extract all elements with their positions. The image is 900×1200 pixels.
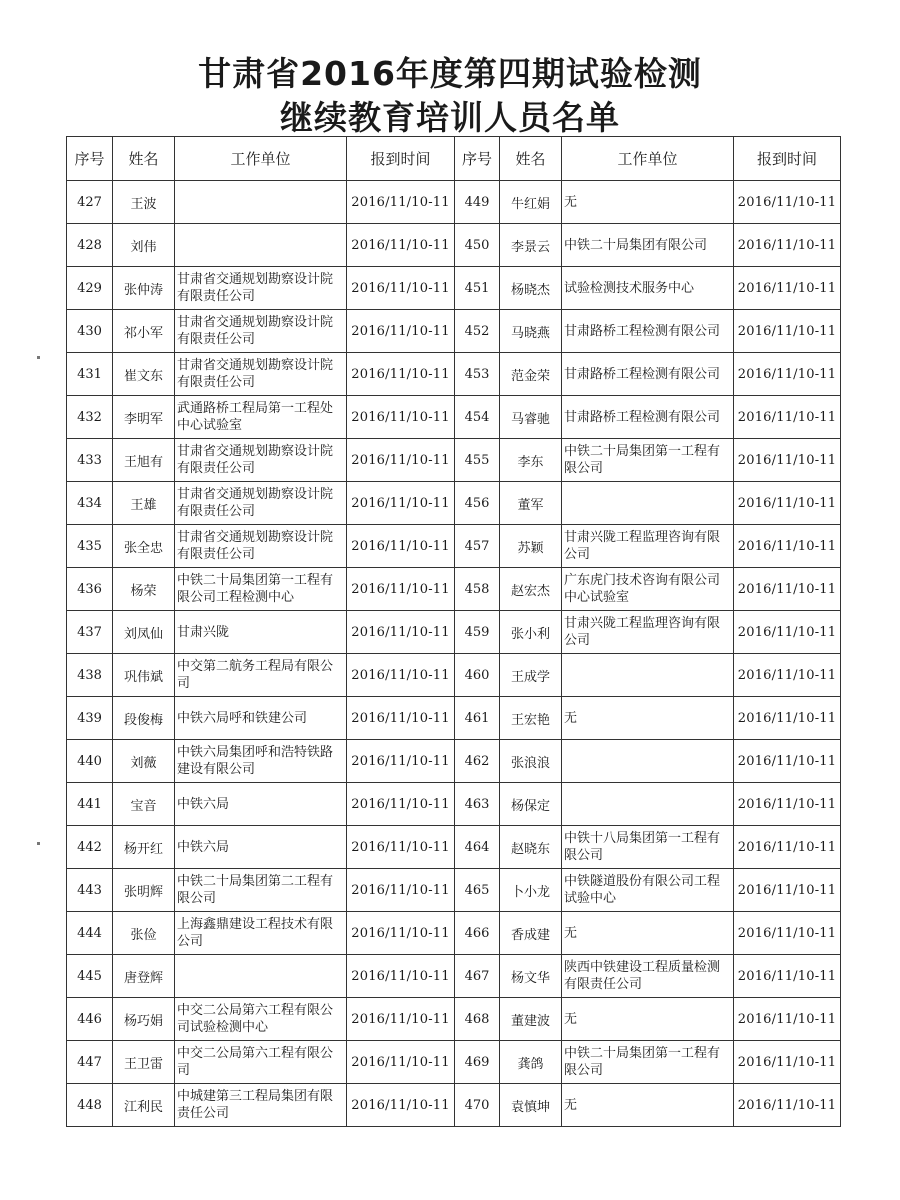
report-date-right: 2016/11/10-11	[734, 482, 841, 525]
report-date-left: 2016/11/10-11	[347, 998, 455, 1041]
table-row	[67, 912, 841, 955]
person-name-left: 张明辉	[113, 869, 175, 912]
serial-number-right: 453	[455, 353, 500, 396]
person-name-left: 王雄	[113, 482, 175, 525]
serial-number-left: 428	[67, 224, 113, 267]
report-date-left: 2016/11/10-11	[347, 869, 455, 912]
work-unit-left: 中交二公局第六工程有限公司试验检测中心	[175, 998, 347, 1041]
work-unit-left: 甘肃省交通规划勘察设计院有限责任公司	[175, 353, 347, 396]
report-date-left: 2016/11/10-11	[347, 912, 455, 955]
person-name-left: 王卫雷	[113, 1041, 175, 1084]
serial-number-right: 459	[455, 611, 500, 654]
serial-number-right: 469	[455, 1041, 500, 1084]
table-row	[67, 826, 841, 869]
serial-number-right: 456	[455, 482, 500, 525]
table-row	[67, 181, 841, 224]
serial-number-left: 446	[67, 998, 113, 1041]
person-name-right: 杨保定	[500, 783, 562, 826]
report-date-left: 2016/11/10-11	[347, 267, 455, 310]
work-unit-right: 无	[562, 912, 734, 955]
work-unit-left: 甘肃省交通规划勘察设计院有限责任公司	[175, 482, 347, 525]
person-name-right: 赵宏杰	[500, 568, 562, 611]
serial-number-left: 430	[67, 310, 113, 353]
report-date-left: 2016/11/10-11	[347, 525, 455, 568]
table-row	[67, 697, 841, 740]
person-name-right: 杨晓杰	[500, 267, 562, 310]
work-unit-right: 试验检测技术服务中心	[562, 267, 734, 310]
serial-number-right: 454	[455, 396, 500, 439]
work-unit-right: 中铁十八局集团第一工程有限公司	[562, 826, 734, 869]
serial-number-left: 438	[67, 654, 113, 697]
work-unit-left: 中城建第三工程局集团有限责任公司	[175, 1084, 347, 1127]
serial-number-left: 443	[67, 869, 113, 912]
header-no-right: 序号	[455, 137, 500, 181]
work-unit-left: 中交第二航务工程局有限公司	[175, 654, 347, 697]
serial-number-right: 452	[455, 310, 500, 353]
header-row	[67, 137, 841, 181]
person-name-left: 杨荣	[113, 568, 175, 611]
report-date-left: 2016/11/10-11	[347, 224, 455, 267]
scan-speck	[37, 356, 40, 359]
report-date-left: 2016/11/10-11	[347, 697, 455, 740]
document-title	[0, 52, 900, 140]
report-date-right: 2016/11/10-11	[734, 224, 841, 267]
person-name-left: 张仲涛	[113, 267, 175, 310]
person-name-left: 江利民	[113, 1084, 175, 1127]
serial-number-right: 455	[455, 439, 500, 482]
person-name-right: 张小利	[500, 611, 562, 654]
serial-number-right: 470	[455, 1084, 500, 1127]
report-date-right: 2016/11/10-11	[734, 353, 841, 396]
person-name-left: 巩伟斌	[113, 654, 175, 697]
person-name-left: 张全忠	[113, 525, 175, 568]
serial-number-left: 431	[67, 353, 113, 396]
person-name-right: 王成学	[500, 654, 562, 697]
scan-speck	[37, 842, 40, 845]
person-name-left: 唐登辉	[113, 955, 175, 998]
report-date-left: 2016/11/10-11	[347, 396, 455, 439]
person-name-left: 祁小军	[113, 310, 175, 353]
person-name-right: 马晓燕	[500, 310, 562, 353]
person-name-left: 刘凤仙	[113, 611, 175, 654]
serial-number-left: 441	[67, 783, 113, 826]
work-unit-right: 无	[562, 697, 734, 740]
report-date-right: 2016/11/10-11	[734, 181, 841, 224]
report-date-left: 2016/11/10-11	[347, 181, 455, 224]
serial-number-right: 465	[455, 869, 500, 912]
report-date-right: 2016/11/10-11	[734, 1084, 841, 1127]
work-unit-right: 中铁二十局集团有限公司	[562, 224, 734, 267]
person-name-right: 龚鸽	[500, 1041, 562, 1084]
report-date-left: 2016/11/10-11	[347, 654, 455, 697]
report-date-left: 2016/11/10-11	[347, 1084, 455, 1127]
person-name-right: 李东	[500, 439, 562, 482]
work-unit-left: 中铁六局呼和铁建公司	[175, 697, 347, 740]
header-unit-right: 工作单位	[562, 137, 734, 181]
person-name-left: 段俊梅	[113, 697, 175, 740]
work-unit-left: 甘肃省交通规划勘察设计院有限责任公司	[175, 267, 347, 310]
table-row	[67, 998, 841, 1041]
serial-number-right: 451	[455, 267, 500, 310]
report-date-right: 2016/11/10-11	[734, 912, 841, 955]
report-date-right: 2016/11/10-11	[734, 611, 841, 654]
person-name-right: 李景云	[500, 224, 562, 267]
table-row	[67, 224, 841, 267]
table-row	[67, 869, 841, 912]
work-unit-right	[562, 740, 734, 783]
person-name-right: 范金荣	[500, 353, 562, 396]
work-unit-right: 陕西中铁建设工程质量检测有限责任公司	[562, 955, 734, 998]
header-date-left: 报到时间	[347, 137, 455, 181]
header-name-left: 姓名	[113, 137, 175, 181]
person-name-right: 卜小龙	[500, 869, 562, 912]
serial-number-right: 468	[455, 998, 500, 1041]
person-name-left: 刘薇	[113, 740, 175, 783]
report-date-right: 2016/11/10-11	[734, 1041, 841, 1084]
person-name-right: 香成建	[500, 912, 562, 955]
serial-number-left: 448	[67, 1084, 113, 1127]
report-date-right: 2016/11/10-11	[734, 955, 841, 998]
work-unit-right: 甘肃兴陇工程监理咨询有限公司	[562, 611, 734, 654]
work-unit-right: 甘肃兴陇工程监理咨询有限公司	[562, 525, 734, 568]
serial-number-right: 462	[455, 740, 500, 783]
serial-number-right: 460	[455, 654, 500, 697]
table-row	[67, 783, 841, 826]
work-unit-left: 甘肃省交通规划勘察设计院有限责任公司	[175, 525, 347, 568]
table-row	[67, 439, 841, 482]
person-name-left: 崔文东	[113, 353, 175, 396]
serial-number-left: 444	[67, 912, 113, 955]
serial-number-left: 437	[67, 611, 113, 654]
work-unit-left: 甘肃省交通规划勘察设计院有限责任公司	[175, 439, 347, 482]
serial-number-left: 447	[67, 1041, 113, 1084]
work-unit-left: 中铁六局	[175, 783, 347, 826]
header-no-left: 序号	[67, 137, 113, 181]
report-date-right: 2016/11/10-11	[734, 525, 841, 568]
report-date-right: 2016/11/10-11	[734, 783, 841, 826]
header-date-right: 报到时间	[734, 137, 841, 181]
person-name-left: 王波	[113, 181, 175, 224]
work-unit-left: 甘肃兴陇	[175, 611, 347, 654]
table-row	[67, 568, 841, 611]
person-name-left: 李明军	[113, 396, 175, 439]
serial-number-right: 461	[455, 697, 500, 740]
serial-number-right: 457	[455, 525, 500, 568]
report-date-right: 2016/11/10-11	[734, 568, 841, 611]
work-unit-right: 甘肃路桥工程检测有限公司	[562, 353, 734, 396]
work-unit-left: 上海鑫鼎建设工程技术有限公司	[175, 912, 347, 955]
work-unit-right: 广东虎门技术咨询有限公司中心试验室	[562, 568, 734, 611]
table-row	[67, 353, 841, 396]
report-date-left: 2016/11/10-11	[347, 568, 455, 611]
report-date-left: 2016/11/10-11	[347, 826, 455, 869]
table-row	[67, 740, 841, 783]
serial-number-left: 434	[67, 482, 113, 525]
report-date-left: 2016/11/10-11	[347, 439, 455, 482]
table-row	[67, 955, 841, 998]
table-row	[67, 267, 841, 310]
table-row	[67, 611, 841, 654]
serial-number-right: 464	[455, 826, 500, 869]
report-date-left: 2016/11/10-11	[347, 482, 455, 525]
work-unit-right: 中铁二十局集团第一工程有限公司	[562, 439, 734, 482]
report-date-right: 2016/11/10-11	[734, 998, 841, 1041]
work-unit-right: 无	[562, 1084, 734, 1127]
person-name-right: 赵晓东	[500, 826, 562, 869]
report-date-right: 2016/11/10-11	[734, 869, 841, 912]
report-date-right: 2016/11/10-11	[734, 310, 841, 353]
person-name-right: 董建波	[500, 998, 562, 1041]
work-unit-left	[175, 181, 347, 224]
person-name-right: 董军	[500, 482, 562, 525]
work-unit-right: 中铁二十局集团第一工程有限公司	[562, 1041, 734, 1084]
header-unit-left: 工作单位	[175, 137, 347, 181]
work-unit-left	[175, 224, 347, 267]
report-date-right: 2016/11/10-11	[734, 654, 841, 697]
serial-number-right: 467	[455, 955, 500, 998]
report-date-left: 2016/11/10-11	[347, 955, 455, 998]
table-row	[67, 396, 841, 439]
person-name-left: 王旭有	[113, 439, 175, 482]
person-name-right: 杨文华	[500, 955, 562, 998]
report-date-right: 2016/11/10-11	[734, 439, 841, 482]
work-unit-left: 武通路桥工程局第一工程处中心试验室	[175, 396, 347, 439]
serial-number-right: 463	[455, 783, 500, 826]
work-unit-right: 甘肃路桥工程检测有限公司	[562, 310, 734, 353]
serial-number-right: 449	[455, 181, 500, 224]
work-unit-right	[562, 654, 734, 697]
work-unit-right: 中铁隧道股份有限公司工程试验中心	[562, 869, 734, 912]
serial-number-right: 450	[455, 224, 500, 267]
serial-number-left: 432	[67, 396, 113, 439]
table-row	[67, 1041, 841, 1084]
report-date-right: 2016/11/10-11	[734, 826, 841, 869]
person-name-right: 马睿驰	[500, 396, 562, 439]
table-row	[67, 482, 841, 525]
work-unit-left: 中铁六局	[175, 826, 347, 869]
report-date-left: 2016/11/10-11	[347, 353, 455, 396]
serial-number-right: 466	[455, 912, 500, 955]
serial-number-left: 429	[67, 267, 113, 310]
report-date-left: 2016/11/10-11	[347, 1041, 455, 1084]
table-row	[67, 525, 841, 568]
serial-number-left: 427	[67, 181, 113, 224]
work-unit-left: 中铁六局集团呼和浩特铁路建设有限公司	[175, 740, 347, 783]
serial-number-left: 442	[67, 826, 113, 869]
serial-number-left: 435	[67, 525, 113, 568]
work-unit-right: 甘肃路桥工程检测有限公司	[562, 396, 734, 439]
serial-number-right: 458	[455, 568, 500, 611]
person-name-right: 苏颖	[500, 525, 562, 568]
person-name-right: 王宏艳	[500, 697, 562, 740]
serial-number-left: 440	[67, 740, 113, 783]
roster-body	[67, 181, 841, 1127]
trainee-roster-table	[66, 136, 841, 1127]
serial-number-left: 439	[67, 697, 113, 740]
report-date-right: 2016/11/10-11	[734, 396, 841, 439]
report-date-right: 2016/11/10-11	[734, 267, 841, 310]
serial-number-left: 445	[67, 955, 113, 998]
person-name-left: 张俭	[113, 912, 175, 955]
person-name-right: 牛红娟	[500, 181, 562, 224]
report-date-right: 2016/11/10-11	[734, 740, 841, 783]
work-unit-left: 中交二公局第六工程有限公司	[175, 1041, 347, 1084]
header-name-right: 姓名	[500, 137, 562, 181]
person-name-left: 刘伟	[113, 224, 175, 267]
title-line-2: 继续教育培训人员名单	[280, 98, 620, 137]
title-line-1: 甘肃省2016年度第四期试验检测	[198, 54, 702, 93]
serial-number-left: 433	[67, 439, 113, 482]
work-unit-left: 中铁二十局集团第二工程有限公司	[175, 869, 347, 912]
report-date-right: 2016/11/10-11	[734, 697, 841, 740]
serial-number-left: 436	[67, 568, 113, 611]
table-row	[67, 310, 841, 353]
report-date-left: 2016/11/10-11	[347, 783, 455, 826]
work-unit-right: 无	[562, 181, 734, 224]
table-row	[67, 1084, 841, 1127]
work-unit-left	[175, 955, 347, 998]
person-name-right: 张浪浪	[500, 740, 562, 783]
work-unit-right	[562, 783, 734, 826]
person-name-left: 宝音	[113, 783, 175, 826]
report-date-left: 2016/11/10-11	[347, 611, 455, 654]
work-unit-right	[562, 482, 734, 525]
work-unit-left: 甘肃省交通规划勘察设计院有限责任公司	[175, 310, 347, 353]
person-name-left: 杨巧娟	[113, 998, 175, 1041]
work-unit-right: 无	[562, 998, 734, 1041]
table-row	[67, 654, 841, 697]
work-unit-left: 中铁二十局集团第一工程有限公司工程检测中心	[175, 568, 347, 611]
report-date-left: 2016/11/10-11	[347, 310, 455, 353]
person-name-right: 袁慎坤	[500, 1084, 562, 1127]
person-name-left: 杨开红	[113, 826, 175, 869]
report-date-left: 2016/11/10-11	[347, 740, 455, 783]
